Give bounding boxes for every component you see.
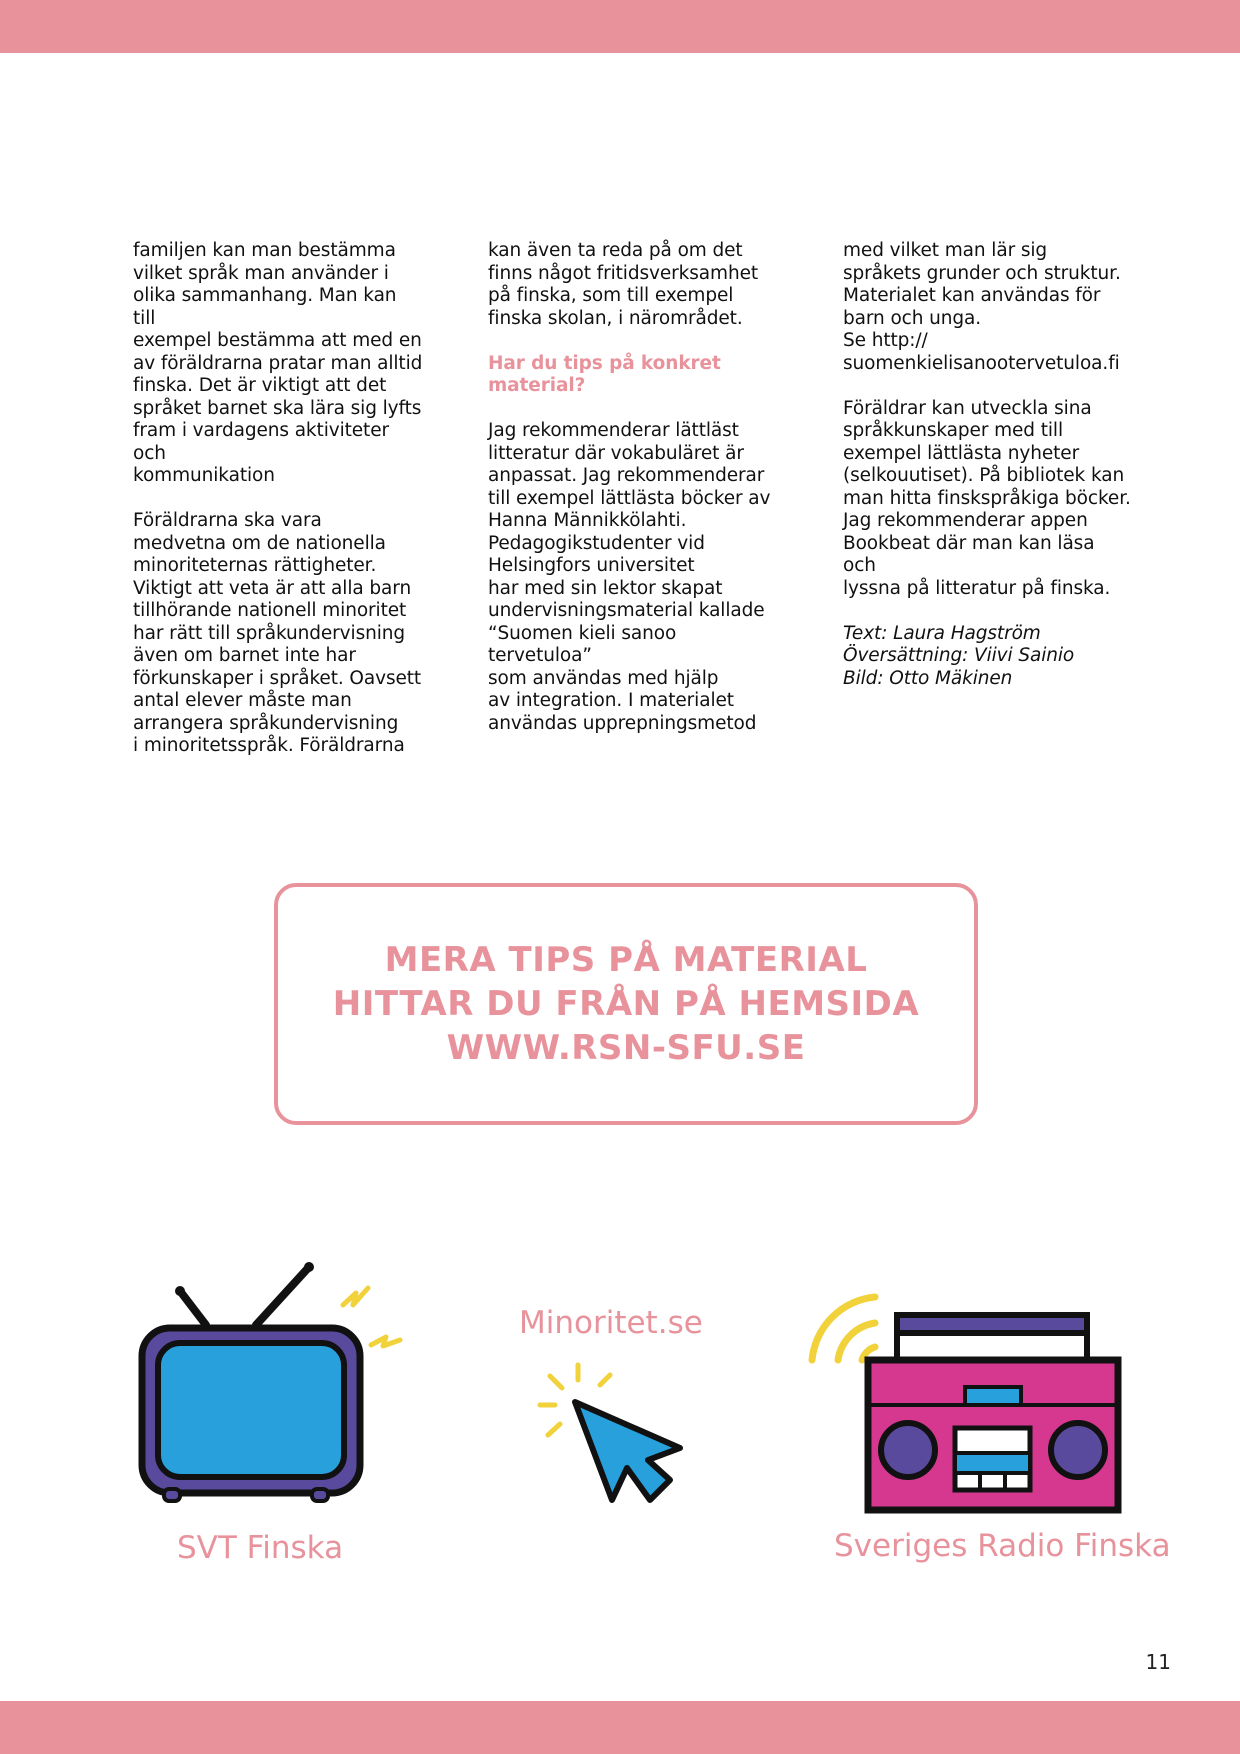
bottom-band: [0, 1701, 1240, 1754]
tips-callout-box: [274, 883, 978, 1125]
page-number: 11: [1145, 1650, 1171, 1674]
top-band: [0, 0, 1240, 53]
mouse-cursor-icon: [530, 1360, 690, 1510]
article-column-3: [843, 240, 1133, 713]
paragraph: Jag rekommenderar lättläst litteratur där vokabuläret är anpassat. Jag rekommenderar till exempel lättlästa böcker av Hanna Männikkölahti. Pedagogikstudenter vid Helsingfors universitet har med sin lektor skapat undervisningsmaterial kallade “Suomen kieli sanoo tervetuloa” som användas med hjälp av integration. I materialet användas upprepningsmetod: [488, 420, 771, 734]
article-column-2: [488, 240, 778, 758]
svt-finska-link[interactable]: SVT Finska: [177, 1530, 344, 1566]
tv-icon: [128, 1255, 418, 1505]
paragraph: Föräldrar kan utveckla sina språkkunskaper med till exempel lättlästa nyheter (selkouutiset). På bibliotek kan man hitta finskspråkiga böcker. Jag rekommenderar appen Bookbeat där man kan läsa och lyssna på litteratur på finska.: [843, 397, 1131, 599]
callout-link[interactable]: WWW.RSN-SFU.SE: [446, 1028, 806, 1068]
callout-line: HITTAR DU FRÅN PÅ HEMSIDA: [332, 984, 920, 1024]
paragraph: kan även ta reda på om det finns något fritidsverksamhet på finska, som till exempel finska skolan, i närområdet.: [488, 240, 759, 329]
credits: Text: Laura Hagström Översättning: Viivi Sainio Bild: Otto Mäkinen: [843, 622, 1075, 689]
minoritet-link[interactable]: Minoritet.se: [519, 1305, 703, 1341]
paragraph: familjen kan man bestämma vilket språk man använder i olika sammanhang. Man kan till exempel bestämma att med en av föräldrarna pratar man alltid finska. Det är viktigt att det språket barnet ska lära sig lyfts fram i vardagens aktiviteter och kommunikation: [133, 240, 423, 486]
callout-line: MERA TIPS PÅ MATERIAL: [384, 940, 868, 980]
paragraph: Föräldrarna ska vara medvetna om de nationella minoriteternas rättigheter. Viktigt att veta är att alla barn tillhörande nationell minoritet har rätt till språkundervisning även om barnet inte har förkunskaper i språket. Oavsett antal elever måste man arrangera språkundervisning i minoritetsspråk. Föräldrarna: [133, 510, 422, 756]
boombox-radio-icon: [800, 1285, 1130, 1515]
article-column-1: [133, 240, 423, 780]
paragraph: med vilket man lär sig språkets grunder och struktur. Materialet kan användas för barn och unga. Se http:// suomenkielisanootervetuloa.fi: [843, 240, 1121, 374]
sveriges-radio-finska-link[interactable]: Sveriges Radio Finska: [834, 1528, 1171, 1564]
subheading: Har du tips på konkret material?: [488, 352, 721, 396]
